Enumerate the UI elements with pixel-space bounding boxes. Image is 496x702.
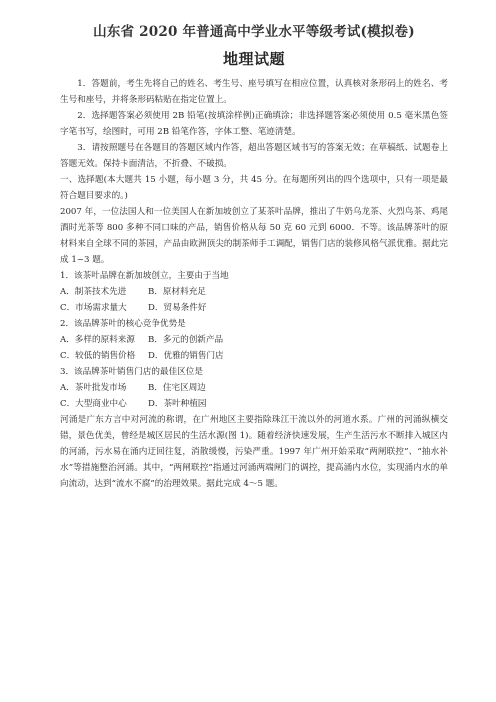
subject-title: 地理试题 bbox=[222, 50, 285, 68]
option: D．贸易条件好 bbox=[148, 303, 207, 313]
instruction-1: 1．答题前，考生先将自己的姓名、考生号、座号填写在相应位置，认真核对条形码上的姓名、考生号和座号，并将条形码粘贴在指定位置上。 bbox=[60, 79, 448, 105]
section-heading: 一、选择题(本大题共 15 小题，每小题 3 分，共 45 分。在每题所列出的四个选项中，只有一项是最符合题目要求的。) bbox=[60, 175, 448, 201]
option: B．住宅区周边 bbox=[148, 383, 206, 393]
option: D．茶叶种植园 bbox=[148, 399, 207, 409]
option: D．优雅的销售门店 bbox=[148, 351, 224, 361]
option: C．较低的销售价格 bbox=[60, 351, 136, 361]
instruction-2: 2．选择题答案必须使用 2B 铅笔(按填涂样例)正确填涂；非选择题答案必须使用 0.5 毫米黑色签字笔书写，绘图时，可用 2B 铅笔作答，字体工整、笔迹清楚。 bbox=[60, 111, 448, 137]
question-1-stem: 1．该茶叶品牌在新加坡创立，主要由于当地 bbox=[60, 271, 229, 281]
instruction-3: 3．请按照题号在各题目的答题区域内作答，超出答题区域书写的答案无效；在草稿纸、试题卷上答题无效。保持卡面清洁，不折叠、不破损。 bbox=[60, 143, 448, 169]
question-2-options-row-1 bbox=[60, 332, 448, 348]
option: B．多元的创新产品 bbox=[148, 335, 224, 345]
passage-tea-brand: 2007 年，一位法国人和一位美国人在新加坡创立了某茶叶品牌，推出了牛奶乌龙茶、火烈鸟茶、鸡尾酒时光茶等 800 多种不同口味的产品，销售价格从每 50 克 60 元到 6000．不等。该品牌茶叶的原材料来自全球不同的茶园，产品由欧洲顶尖的制茶师手工调配，销售门店的装修风格气派优雅。据此完成 1~3 题。 bbox=[60, 207, 448, 265]
question-1-options-row-2 bbox=[60, 300, 448, 316]
question-1-options-row-1 bbox=[60, 284, 448, 300]
question-3-stem: 3．该品牌茶叶销售门店的最佳区位是 bbox=[60, 367, 203, 377]
question-2-stem: 2．该品牌茶叶的核心竞争优势是 bbox=[60, 319, 186, 329]
question-3-options-row-1 bbox=[60, 380, 448, 396]
question-2-options-row-2 bbox=[60, 348, 448, 364]
option: C．大型商业中心 bbox=[60, 399, 127, 409]
question-3-options-row-2 bbox=[60, 396, 448, 412]
passage-river-canals: 河涌是广东方言中对河流的称谓，在广州地区主要指除珠江干流以外的河道水系。广州的河涌纵横交错，景色优美，曾经是城区居民的生活水源(图 1)。随着经济快速发展，生产生活污水不断排入城区内的河涌，污水易在涌内迂回往复，消散缓慢，污染严重。1997 年广州开始采取“两闸联控”、“抽水补水”等措施整治河涌。其中，“两闸联控”指通过河涌两端闸门的调控，提高涌内水位，实现涌内水的单向流动，达到“流水不腐”的治理效果。据此完成 4～5 题。 bbox=[60, 415, 448, 489]
option: A．多样的原料来源 bbox=[60, 335, 135, 345]
option: A．茶叶批发市场 bbox=[60, 383, 127, 393]
option: B．原材料充足 bbox=[148, 287, 206, 297]
option: A．制茶技术先进 bbox=[60, 287, 127, 297]
option: C．市场需求量大 bbox=[60, 303, 127, 313]
exam-title: 山东省 2020 年普通高中学业水平等级考试(模拟卷) bbox=[93, 24, 415, 40]
